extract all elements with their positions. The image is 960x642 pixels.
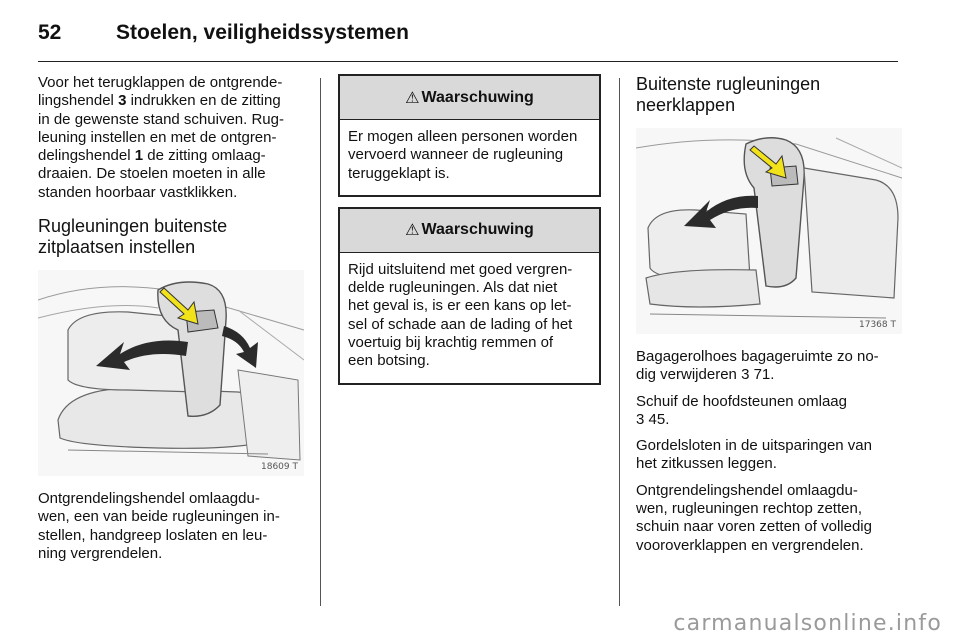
warning-header: ⚠ Waarschuwing (340, 209, 599, 253)
warning-triangle-icon: ⚠ (405, 89, 420, 107)
instruction-paragraph: Gordelsloten in de uitsparingen van het zitkussen leggen. (636, 437, 872, 473)
column-divider-left (320, 78, 321, 606)
warning-text: Er mogen alleen personen worden vervoerd wanneer de rugleuning teruggeklapt is. (348, 128, 578, 182)
middle-column (338, 74, 601, 395)
warning-box (338, 207, 601, 385)
instruction-paragraph: Bagagerolhoes bagageruimte zo no- dig verwijderen 3 71. (636, 348, 879, 384)
warning-header: ⚠ Waarschuwing (340, 76, 599, 120)
left-column (38, 74, 308, 571)
reference-arrow-icon: 3 (636, 410, 645, 428)
warning-box (338, 74, 601, 197)
page-header (38, 18, 409, 48)
seat-adjust-illustration (38, 270, 304, 476)
seat-fold-illustration (636, 128, 902, 334)
page-number: 52 (38, 21, 62, 44)
header-rule (38, 61, 898, 62)
figure-code: 18609 T (261, 462, 298, 473)
instruction-paragraph: Ontgrendelingshendel omlaagdu- wen, rugleuningen rechtop zetten, schuin naar voren zetten of volledig vooroverklappen en vergrendelen. (636, 481, 872, 554)
figure-seat-adjust (38, 270, 304, 476)
chapter-title: Stoelen, veiligheidssystemen (116, 21, 409, 44)
figure-seat-fold (636, 128, 902, 334)
section-heading-fold: Buitenste rugleuningen neerklappen (636, 74, 821, 115)
figure-code: 17368 T (859, 320, 896, 330)
instruction-paragraph: Schuif de hoofdsteunen omlaag 3 45. (636, 392, 847, 428)
right-column (636, 74, 902, 563)
watermark: carmanualsonline.info (673, 611, 942, 636)
warning-triangle-icon: ⚠ (405, 222, 420, 240)
column-divider-right (619, 78, 620, 606)
intro-paragraph: Voor het terugklappen de ontgrende- lingshendel 3 indrukken en de zitting in de gewenste stand schuiven. Rug- leuning instellen en met de ontgren- delingshendel 1 de zitting omlaag- draaien. De stoelen moeten in alle standen hoorbaar vastklikken. (38, 74, 284, 201)
caption-paragraph: Ontgrendelingshendel omlaagdu- wen, een van beide rugleuningen in- stellen, handgreep loslaten en leu- ning vergrendelen. (38, 490, 280, 562)
reference-arrow-icon: 3 (741, 366, 750, 384)
section-heading-adjust: Rugleuningen buitenste zitplaatsen instellen (38, 216, 228, 258)
warning-text: Rijd uitsluitend met goed vergren- delde rugleuningen. Als dat niet het geval is, is er een kans op let- sel of schade aan de lading of het voertuig bij krachtig remmen of een botsing. (348, 260, 573, 370)
